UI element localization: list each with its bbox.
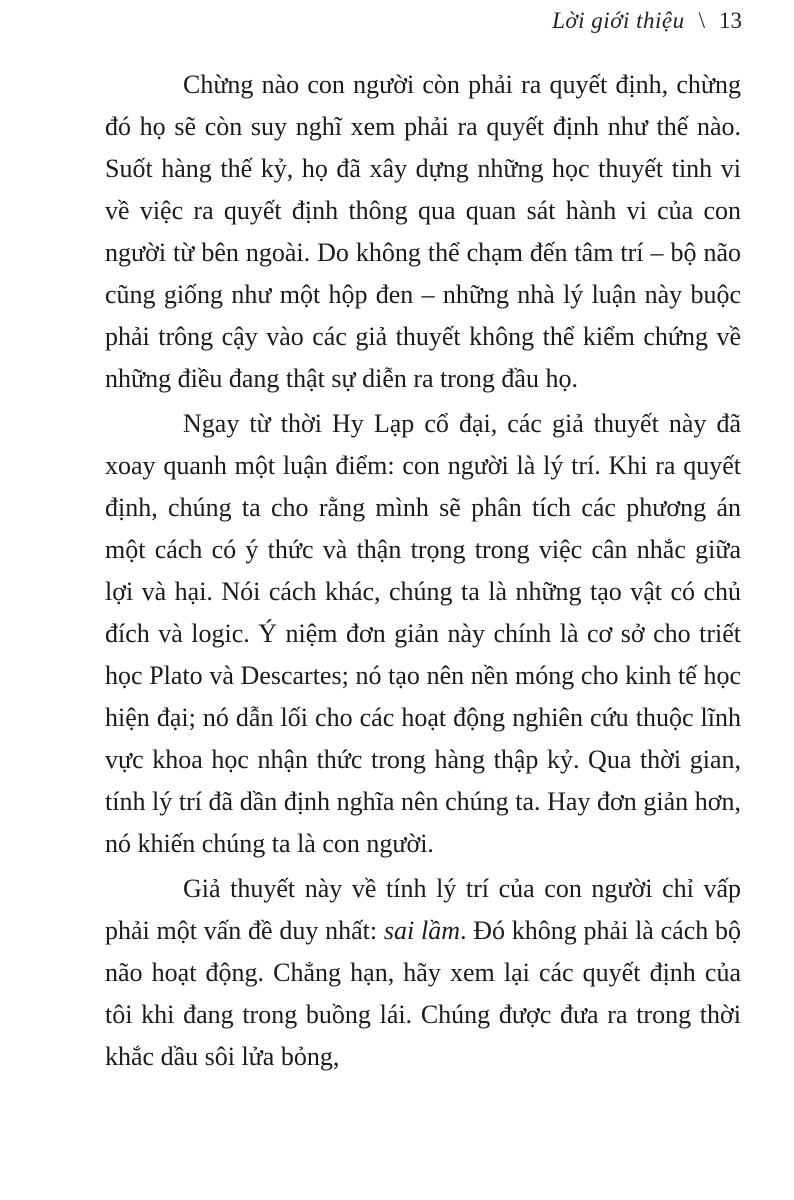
paragraph-segment: . Đó không phải là cách bộ não hoạt động. Chẳng hạn, hãy xem lại các quyết định của tôi khi đang trong buồng lái. Chúng được đưa ra trong thời khắc dầu sôi lửa bỏng, [105,916,741,1071]
paragraph [105,868,741,1078]
header-separator: \ [698,8,705,33]
running-header-title: Lời giới thiệu [552,8,685,33]
page-number: 13 [719,8,742,33]
paragraph-italic-segment: sai lầm [383,916,460,945]
paragraph-segment: Ngay từ thời Hy Lạp cổ đại, các giả thuyết này đã xoay quanh một luận điểm: con người là lý trí. Khi ra quyết định, chúng ta cho rằng mình sẽ phân tích các phương án một cách có ý thức và thận trọng trong việc cân nhắc giữa lợi và hại. Nói cách khác, chúng ta là những tạo vật có chủ đích và logic. Ý niệm đơn giản này chính là cơ sở cho triết học Plato và Descartes; nó tạo nên nền móng cho kinh tế học hiện đại; nó dẫn lối cho các hoạt động nghiên cứu thuộc lĩnh vực khoa học nhận thức trong hàng thập kỷ. Qua thời gian, tính lý trí đã dần định nghĩa nên chúng ta. Hay đơn giản hơn, nó khiến chúng ta là con người. [105,409,741,858]
paragraph-segment: Chừng nào con người còn phải ra quyết định, chừng đó họ sẽ còn suy nghĩ xem phải ra quyết định như thế nào. Suốt hàng thế kỷ, họ đã xây dựng những học thuyết tinh vi về việc ra quyết định thông qua quan sát hành vi của con người từ bên ngoài. Do không thể chạm đến tâm trí – bộ não cũng giống như một hộp đen – những nhà lý luận này buộc phải trông cậy vào các giả thuyết không thể kiểm chứng về những điều đang thật sự diễn ra trong đầu họ. [105,70,741,393]
paragraph [105,403,741,865]
page-body [105,64,741,1078]
paragraph [105,64,741,400]
running-header [552,6,742,36]
paragraph-segment: Giả thuyết này về tính lý trí của con người chỉ vấp phải một vấn đề duy nhất: [105,874,741,945]
